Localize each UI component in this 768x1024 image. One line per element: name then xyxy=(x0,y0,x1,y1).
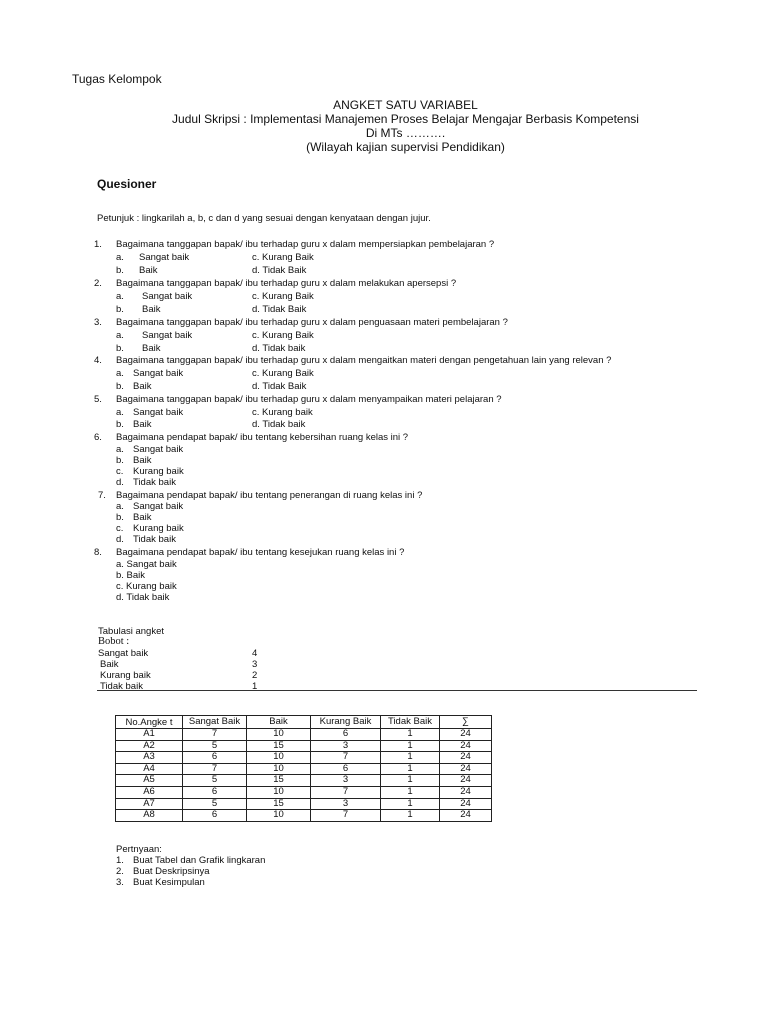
option-letter: a. xyxy=(116,252,124,263)
weight-value: 2 xyxy=(252,670,258,681)
option-text: d. Tidak baik xyxy=(252,419,306,430)
option-letter: b. xyxy=(116,343,124,354)
question-number: 3. xyxy=(94,317,102,328)
table-cell: 15 xyxy=(247,798,311,810)
table-cell: A1 xyxy=(116,729,183,741)
option-text: c. Kurang Baik xyxy=(252,252,314,263)
question-number: 1. xyxy=(94,239,102,250)
question-text: Bagaimana tanggapan bapak/ ibu terhadap guru x dalam menyampaikan materi pelajaran ? xyxy=(116,394,502,405)
group-label: Tugas Kelompok xyxy=(72,72,162,86)
option-text: Sangat baik xyxy=(133,407,184,418)
table-row xyxy=(116,763,492,775)
table-cell: 7 xyxy=(311,810,381,822)
horizontal-divider xyxy=(97,690,697,691)
table-header-row xyxy=(116,716,492,729)
weight-label: Tidak baik xyxy=(100,681,143,692)
table-cell: 10 xyxy=(247,786,311,798)
option-text: Sangat baik xyxy=(139,252,190,263)
weight-value: 3 xyxy=(252,659,258,670)
table-cell: 6 xyxy=(311,729,381,741)
option-text: Baik xyxy=(142,304,161,315)
table-row xyxy=(116,810,492,822)
option-text: Baik xyxy=(139,265,158,276)
option-text: d. Tidak baik xyxy=(252,343,306,354)
table-cell: A3 xyxy=(116,752,183,764)
table-cell: 24 xyxy=(440,798,492,810)
table-cell: 3 xyxy=(311,798,381,810)
table-cell: 1 xyxy=(381,798,440,810)
section-title: Quesioner xyxy=(97,177,157,191)
tabulation-table xyxy=(115,715,492,822)
option-text: c. Kurang Baik xyxy=(252,368,314,379)
option-letter: a. xyxy=(116,407,124,418)
option-text: Baik xyxy=(133,455,152,466)
table-cell: A4 xyxy=(116,763,183,775)
option-text: Sangat baik xyxy=(133,444,184,455)
table-cell: 5 xyxy=(183,798,247,810)
option-letter: b. xyxy=(116,512,124,523)
table-cell: A8 xyxy=(116,810,183,822)
table-cell: 15 xyxy=(247,740,311,752)
pertanyaan-title: Pertnyaan: xyxy=(116,844,162,855)
question-number: 4. xyxy=(94,355,102,366)
list-item: Buat Kesimpulan xyxy=(133,877,205,888)
question-number: 6. xyxy=(94,432,102,443)
table-cell: 10 xyxy=(247,763,311,775)
option-letter: a. xyxy=(116,368,124,379)
option-letter: d. xyxy=(116,534,124,545)
table-cell: 1 xyxy=(381,729,440,741)
option-text: Kurang baik xyxy=(133,466,184,477)
option-text: Sangat baik xyxy=(142,330,193,341)
weight-label: Sangat baik xyxy=(98,648,149,659)
question-number: 7. xyxy=(98,490,106,501)
question-text: Bagaimana tanggapan bapak/ ibu terhadap guru x dalam mengaitkan materi dengan pengetahuan lain yang relevan ? xyxy=(116,355,612,366)
header-kurang-baik: Kurang Baik xyxy=(311,716,381,729)
question-number: 8. xyxy=(94,547,102,558)
table-cell: A2 xyxy=(116,740,183,752)
table-cell: 5 xyxy=(183,740,247,752)
table-cell: 5 xyxy=(183,775,247,787)
option-letter: c. xyxy=(116,466,124,477)
question-number: 2. xyxy=(94,278,102,289)
table-row xyxy=(116,752,492,764)
option-letter: c. xyxy=(116,523,124,534)
table-cell: 10 xyxy=(247,810,311,822)
table-cell: 1 xyxy=(381,740,440,752)
bobot-label: Bobot : xyxy=(98,636,130,647)
option-text: c. Kurang baik xyxy=(252,407,313,418)
table-cell: 24 xyxy=(440,729,492,741)
table-cell: 1 xyxy=(381,810,440,822)
question-number: 5. xyxy=(94,394,102,405)
option-letter: a. xyxy=(116,501,124,512)
option-text: c. Kurang Baik xyxy=(252,330,314,341)
option-text: c. Kurang Baik xyxy=(252,291,314,302)
weight-label: Kurang baik xyxy=(100,670,151,681)
option-letter: b. xyxy=(116,265,124,276)
option-text: Baik xyxy=(133,419,152,430)
table-cell: A7 xyxy=(116,798,183,810)
option-letter: b. xyxy=(116,381,124,392)
table-cell: 24 xyxy=(440,810,492,822)
option-text: d. Tidak Baik xyxy=(252,381,307,392)
option-letter: d. xyxy=(116,477,124,488)
option-text: d. Tidak Baik xyxy=(252,304,307,315)
option-letter: b. xyxy=(116,304,124,315)
option-text: c. Kurang baik xyxy=(116,581,177,592)
table-cell: 1 xyxy=(381,775,440,787)
question-text: Bagaimana tanggapan bapak/ ibu terhadap guru x dalam penguasaan materi pembelajaran ? xyxy=(116,317,508,328)
table-cell: 6 xyxy=(183,810,247,822)
option-text: Baik xyxy=(142,343,161,354)
table-cell: 3 xyxy=(311,775,381,787)
option-text: Tidak baik xyxy=(133,477,176,488)
thesis-title-line3: (Wilayah kajian supervisi Pendidikan) xyxy=(306,140,505,154)
option-letter: a. xyxy=(116,330,124,341)
list-item: Buat Deskripsinya xyxy=(133,866,210,877)
table-cell: 6 xyxy=(311,763,381,775)
header-no-angket: No.Angke t xyxy=(116,716,183,729)
table-cell: A6 xyxy=(116,786,183,798)
table-cell: 10 xyxy=(247,729,311,741)
document-title: ANGKET SATU VARIABEL xyxy=(333,98,478,112)
option-text: Sangat baik xyxy=(142,291,193,302)
table-cell: A5 xyxy=(116,775,183,787)
tabulasi-title: Tabulasi angket xyxy=(98,626,165,637)
table-cell: 24 xyxy=(440,740,492,752)
option-letter: b. xyxy=(116,419,124,430)
table-row xyxy=(116,729,492,741)
question-text: Bagaimana pendapat bapak/ ibu tentang kesejukan ruang kelas ini ? xyxy=(116,547,405,558)
option-text: Baik xyxy=(133,381,152,392)
option-text: Baik xyxy=(133,512,152,523)
instruction: Petunjuk : lingkarilah a, b, c dan d yang sesuai dengan kenyataan dengan jujur. xyxy=(97,213,431,224)
table-cell: 7 xyxy=(311,752,381,764)
header-sum: ∑ xyxy=(440,716,492,729)
header-sangat-baik: Sangat Baik xyxy=(183,716,247,729)
list-number: 2. xyxy=(116,866,124,877)
table-cell: 7 xyxy=(183,763,247,775)
table-cell: 24 xyxy=(440,752,492,764)
question-text: Bagaimana tanggapan bapak/ ibu terhadap guru x dalam melakukan apersepsi ? xyxy=(116,278,457,289)
table-cell: 24 xyxy=(440,763,492,775)
table-row xyxy=(116,798,492,810)
option-letter: a. xyxy=(116,291,124,302)
table-cell: 1 xyxy=(381,786,440,798)
list-number: 3. xyxy=(116,877,124,888)
table-row xyxy=(116,786,492,798)
table-cell: 24 xyxy=(440,775,492,787)
option-text: Sangat baik xyxy=(133,501,184,512)
question-text: Bagaimana tanggapan bapak/ ibu terhadap guru x dalam mempersiapkan pembelajaran ? xyxy=(116,239,495,250)
weight-value: 1 xyxy=(252,681,258,692)
table-cell: 1 xyxy=(381,763,440,775)
table-row xyxy=(116,740,492,752)
weight-label: Baik xyxy=(100,659,119,670)
option-text: Tidak baik xyxy=(133,534,176,545)
table-cell: 3 xyxy=(311,740,381,752)
option-text: d. Tidak Baik xyxy=(252,265,307,276)
table-cell: 10 xyxy=(247,752,311,764)
option-text: Sangat baik xyxy=(133,368,184,379)
weight-value: 4 xyxy=(252,648,258,659)
table-cell: 6 xyxy=(183,752,247,764)
list-number: 1. xyxy=(116,855,124,866)
question-text: Bagaimana pendapat bapak/ ibu tentang kebersihan ruang kelas ini ? xyxy=(116,432,409,443)
table-cell: 15 xyxy=(247,775,311,787)
question-text: Bagaimana pendapat bapak/ ibu tentang penerangan di ruang kelas ini ? xyxy=(116,490,423,501)
table-cell: 1 xyxy=(381,752,440,764)
table-cell: 6 xyxy=(183,786,247,798)
option-text: Kurang baik xyxy=(133,523,184,534)
header-tidak-baik: Tidak Baik xyxy=(381,716,440,729)
option-letter: a. xyxy=(116,444,124,455)
table-row xyxy=(116,775,492,787)
list-item: Buat Tabel dan Grafik lingkaran xyxy=(133,855,266,866)
thesis-title-line2: Di MTs ………. xyxy=(365,126,446,140)
header-baik: Baik xyxy=(247,716,311,729)
option-text: b. Baik xyxy=(116,570,146,581)
option-letter: b. xyxy=(116,455,124,466)
option-text: a. Sangat baik xyxy=(116,559,177,570)
table-cell: 7 xyxy=(183,729,247,741)
thesis-title-line1: Judul Skripsi : Implementasi Manajemen Proses Belajar Mengajar Berbasis Kompetensi xyxy=(172,112,639,126)
table-cell: 24 xyxy=(440,786,492,798)
table-cell: 7 xyxy=(311,786,381,798)
option-text: d. Tidak baik xyxy=(116,592,170,603)
